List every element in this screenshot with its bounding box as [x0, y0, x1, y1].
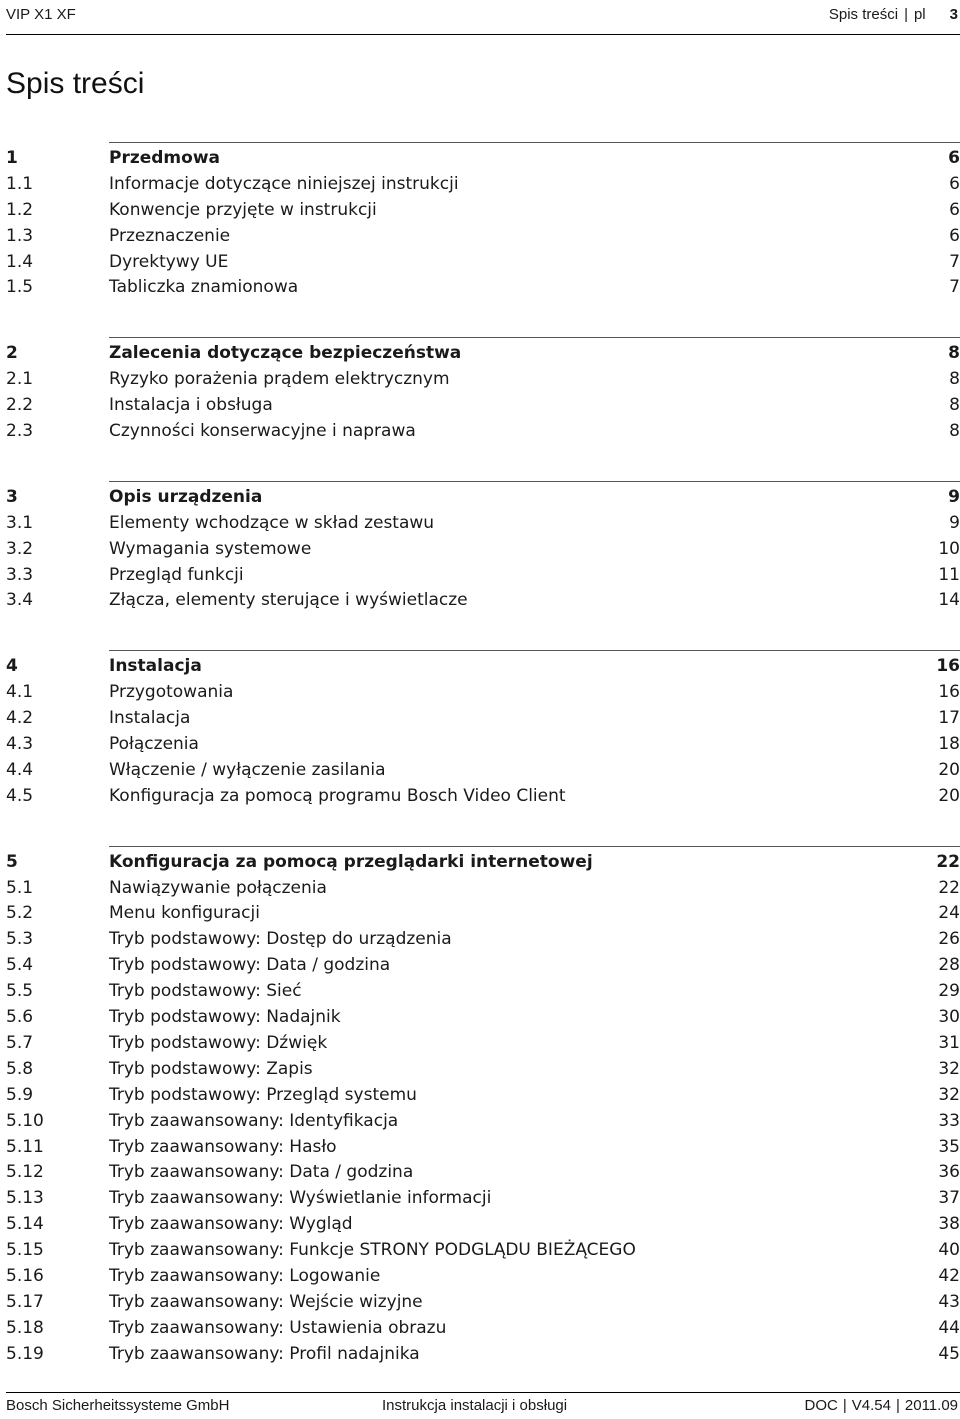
toc-title: Złącza, elementy sterujące i wyświetlacze — [109, 590, 468, 611]
toc-page-number: 6 — [949, 199, 960, 220]
toc-number: 5.7 — [6, 1032, 34, 1053]
footer-date: 2011.09 — [904, 1397, 958, 1414]
footer-doc-title: Instrukcja instalacji i obsługi — [382, 1397, 568, 1414]
toc-entry-row[interactable] — [6, 198, 960, 224]
toc-number: 2 — [6, 343, 18, 364]
toc-number: 2.3 — [6, 421, 34, 442]
header-product: VIP X1 XF — [6, 6, 76, 23]
toc-page-number: 28 — [938, 955, 960, 976]
footer-doc-info — [805, 1393, 958, 1419]
toc-number: 3.3 — [6, 564, 34, 585]
toc-title: Tryb podstawowy: Przegląd systemu — [109, 1084, 417, 1105]
toc-entry-row[interactable] — [6, 758, 960, 784]
page-title: Spis treści — [6, 67, 145, 100]
toc-title: Ryzyko porażenia prądem elektrycznym — [109, 369, 450, 390]
toc-page-number: 10 — [938, 538, 960, 559]
footer-company: Bosch Sicherheitssysteme GmbH — [6, 1397, 230, 1414]
toc-title: Tryb podstawowy: Data / godzina — [109, 955, 391, 976]
toc-entry-row[interactable] — [6, 275, 960, 301]
toc-title: Wymagania systemowe — [109, 538, 312, 559]
toc-entry-row[interactable] — [6, 1005, 960, 1031]
toc-number: 3.1 — [6, 512, 34, 533]
toc-entry-row[interactable] — [6, 1083, 960, 1109]
toc-page-number: 20 — [938, 785, 960, 806]
toc-title: Konwencje przyjęte w instrukcji — [109, 199, 377, 220]
toc-number: 5 — [6, 851, 18, 872]
toc-title: Przedmowa — [109, 148, 221, 168]
toc-title: Tryb zaawansowany: Logowanie — [109, 1265, 381, 1286]
footer-separator: | — [842, 1397, 847, 1414]
toc-page-number: 26 — [938, 929, 960, 950]
toc-chapter-row[interactable] — [6, 850, 960, 876]
toc-number: 5.18 — [6, 1317, 44, 1338]
toc-page-number: 8 — [949, 421, 960, 442]
table-of-contents — [6, 142, 960, 1368]
toc-page-number: 24 — [938, 903, 960, 924]
toc-title: Tryb podstawowy: Sieć — [109, 981, 302, 1002]
toc-number: 5.19 — [6, 1343, 44, 1364]
toc-number: 1.2 — [6, 199, 34, 220]
toc-page-number: 22 — [938, 877, 960, 898]
toc-title: Elementy wchodzące w skład zestawu — [109, 512, 435, 533]
toc-page-number: 42 — [938, 1265, 960, 1286]
toc-entry-row[interactable] — [6, 1135, 960, 1161]
toc-title: Tabliczka znamionowa — [109, 277, 299, 298]
toc-title: Tryb zaawansowany: Ustawienia obrazu — [109, 1317, 447, 1338]
footer-version: V4.54 — [851, 1397, 891, 1414]
toc-title: Tryb zaawansowany: Data / godzina — [109, 1162, 414, 1183]
toc-page-number: 8 — [949, 395, 960, 416]
toc-title: Włączenie / wyłączenie zasilania — [109, 759, 386, 780]
toc-page-number: 22 — [936, 851, 960, 872]
toc-entry-row[interactable] — [6, 1212, 960, 1238]
toc-number: 3.2 — [6, 538, 34, 559]
toc-entry-row[interactable] — [6, 1109, 960, 1135]
toc-entry-row[interactable] — [6, 901, 960, 927]
toc-page-number: 11 — [938, 564, 960, 585]
toc-title: Tryb zaawansowany: Identyfikacja — [109, 1110, 399, 1131]
toc-title: Tryb podstawowy: Dźwięk — [109, 1032, 328, 1053]
toc-chapter-row[interactable] — [6, 341, 960, 367]
toc-number: 3 — [6, 486, 18, 507]
toc-title: Instalacja — [109, 656, 202, 677]
toc-title: Tryb zaawansowany: Wejście wizyjne — [109, 1291, 423, 1312]
toc-page-number: 45 — [938, 1343, 960, 1364]
toc-title: Tryb zaawansowany: Hasło — [109, 1136, 337, 1157]
toc-entry-row[interactable] — [6, 511, 960, 537]
toc-entry-row[interactable] — [6, 1342, 960, 1368]
toc-title: Konfiguracja za pomocą przeglądarki internetowej — [109, 851, 593, 872]
toc-title: Tryb zaawansowany: Funkcje STRONY PODGLĄDU BIEŻĄCEGO — [109, 1240, 636, 1261]
toc-title: Tryb zaawansowany: Wyświetlanie informacji — [109, 1188, 492, 1209]
toc-page-number: 6 — [948, 148, 960, 168]
toc-number: 4.3 — [6, 734, 34, 755]
toc-entry-row[interactable] — [6, 1186, 960, 1212]
toc-entry-row[interactable] — [6, 1316, 960, 1342]
toc-title: Nawiązywanie połączenia — [109, 877, 327, 898]
toc-entry-row[interactable] — [6, 393, 960, 419]
toc-page-number: 29 — [938, 981, 960, 1002]
toc-title: Zalecenia dotyczące bezpieczeństwa — [109, 343, 462, 364]
page-header — [6, 0, 960, 35]
toc-entry-row[interactable] — [6, 927, 960, 953]
toc-title: Przeznaczenie — [109, 225, 231, 246]
toc-title: Czynności konserwacyjne i naprawa — [109, 421, 416, 442]
toc-number: 3.4 — [6, 590, 34, 611]
toc-title: Tryb podstawowy: Dostęp do urządzenia — [109, 929, 452, 950]
toc-page-number: 44 — [938, 1317, 960, 1338]
toc-title: Informacje dotyczące niniejszej instrukcji — [109, 173, 459, 194]
toc-title: Dyrektywy UE — [109, 251, 229, 272]
toc-page-number: 40 — [938, 1240, 960, 1261]
toc-page-number: 8 — [948, 343, 960, 364]
toc-number: 5.8 — [6, 1058, 34, 1079]
toc-entry-row[interactable] — [6, 419, 960, 445]
toc-number: 4.2 — [6, 708, 34, 729]
toc-entry-row[interactable] — [6, 706, 960, 732]
header-separator: | — [904, 6, 908, 23]
toc-number: 5.16 — [6, 1265, 44, 1286]
footer-doc-code: DOC — [804, 1397, 838, 1414]
toc-page-number: 6 — [949, 173, 960, 194]
toc-chapter-row[interactable] — [6, 654, 960, 680]
toc-section — [6, 337, 960, 445]
toc-page-number: 8 — [949, 369, 960, 390]
toc-number: 5.15 — [6, 1240, 44, 1261]
toc-chapter-row[interactable] — [6, 485, 960, 511]
toc-number: 1.5 — [6, 277, 34, 298]
toc-page-number: 35 — [938, 1136, 960, 1157]
toc-number: 4 — [6, 656, 18, 677]
toc-entry-row[interactable] — [6, 172, 960, 198]
toc-entry-row[interactable] — [6, 1057, 960, 1083]
toc-page-number: 7 — [949, 277, 960, 298]
toc-page-number: 37 — [938, 1188, 960, 1209]
toc-title: Opis urządzenia — [109, 486, 263, 507]
toc-page-number: 14 — [938, 590, 960, 611]
toc-title: Tryb zaawansowany: Profil nadajnika — [109, 1343, 420, 1364]
toc-number: 1.1 — [6, 173, 34, 194]
toc-entry-row[interactable] — [6, 1031, 960, 1057]
toc-title: Przegląd funkcji — [109, 564, 244, 585]
toc-entry-row[interactable] — [6, 1160, 960, 1186]
toc-section — [6, 846, 960, 1368]
toc-page-number: 7 — [949, 251, 960, 272]
toc-number: 1.4 — [6, 251, 34, 272]
toc-number: 5.12 — [6, 1162, 44, 1183]
toc-entry-row[interactable] — [6, 953, 960, 979]
toc-title: Tryb zaawansowany: Wygląd — [109, 1214, 353, 1235]
toc-number: 5.2 — [6, 903, 34, 924]
toc-entry-row[interactable] — [6, 537, 960, 563]
toc-page-number: 32 — [938, 1058, 960, 1079]
toc-entry-row[interactable] — [6, 1264, 960, 1290]
toc-entry-row[interactable] — [6, 784, 960, 810]
toc-section — [6, 650, 960, 809]
toc-entry-row[interactable] — [6, 224, 960, 250]
header-language: pl — [913, 6, 926, 23]
toc-page-number: 6 — [949, 225, 960, 246]
toc-entry-row[interactable] — [6, 979, 960, 1005]
toc-page-number: 36 — [938, 1162, 960, 1183]
toc-entry-row[interactable] — [6, 250, 960, 276]
header-section-label: Spis treści — [828, 6, 899, 23]
toc-number: 5.5 — [6, 981, 34, 1002]
toc-number: 1.3 — [6, 225, 34, 246]
toc-title: Menu konfiguracji — [109, 903, 260, 924]
toc-number: 5.14 — [6, 1214, 44, 1235]
toc-number: 5.4 — [6, 955, 34, 976]
toc-entry-row[interactable] — [6, 732, 960, 758]
toc-title: Połączenia — [109, 734, 199, 755]
toc-page-number: 16 — [938, 682, 960, 703]
toc-number: 4.1 — [6, 682, 34, 703]
toc-number: 5.1 — [6, 877, 34, 898]
toc-number: 5.6 — [6, 1007, 34, 1028]
toc-page-number: 30 — [938, 1007, 960, 1028]
toc-page-number: 38 — [938, 1214, 960, 1235]
toc-number: 2.1 — [6, 369, 34, 390]
toc-page-number: 33 — [938, 1110, 960, 1131]
toc-title: Instalacja i obsługa — [109, 395, 273, 416]
toc-page-number: 16 — [936, 656, 960, 677]
toc-number: 5.13 — [6, 1188, 44, 1209]
toc-page-number: 43 — [938, 1291, 960, 1312]
toc-number: 4.4 — [6, 759, 34, 780]
toc-title: Tryb podstawowy: Nadajnik — [109, 1007, 341, 1028]
toc-section — [6, 481, 960, 614]
toc-page-number: 20 — [938, 759, 960, 780]
toc-number: 5.11 — [6, 1136, 44, 1157]
footer-separator: | — [895, 1397, 900, 1414]
header-right — [829, 0, 958, 30]
toc-section — [6, 142, 960, 301]
toc-title: Przygotowania — [109, 682, 234, 703]
toc-number: 5.17 — [6, 1291, 44, 1312]
toc-number: 5.3 — [6, 929, 34, 950]
toc-page-number: 17 — [938, 708, 960, 729]
toc-number: 1 — [6, 148, 18, 168]
toc-page-number: 9 — [949, 512, 960, 533]
page-footer — [6, 1392, 960, 1419]
toc-number: 2.2 — [6, 395, 34, 416]
toc-number: 5.9 — [6, 1084, 34, 1105]
toc-entry-row[interactable] — [6, 1238, 960, 1264]
toc-entry-row[interactable] — [6, 367, 960, 393]
toc-entry-row[interactable] — [6, 588, 960, 614]
header-page-number: 3 — [949, 6, 958, 23]
toc-number: 4.5 — [6, 785, 34, 806]
toc-chapter-row[interactable] — [6, 146, 960, 172]
toc-page-number: 32 — [938, 1084, 960, 1105]
toc-entry-row[interactable] — [6, 680, 960, 706]
toc-title: Tryb podstawowy: Zapis — [109, 1058, 313, 1079]
toc-title: Konfiguracja za pomocą programu Bosch Video Client — [109, 785, 566, 806]
toc-entry-row[interactable] — [6, 1290, 960, 1316]
toc-number: 5.10 — [6, 1110, 44, 1131]
toc-entry-row[interactable] — [6, 876, 960, 902]
toc-entry-row[interactable] — [6, 563, 960, 589]
toc-page-number: 31 — [938, 1032, 960, 1053]
toc-page-number: 18 — [938, 734, 960, 755]
toc-page-number: 9 — [948, 486, 960, 507]
toc-title: Instalacja — [109, 708, 191, 729]
